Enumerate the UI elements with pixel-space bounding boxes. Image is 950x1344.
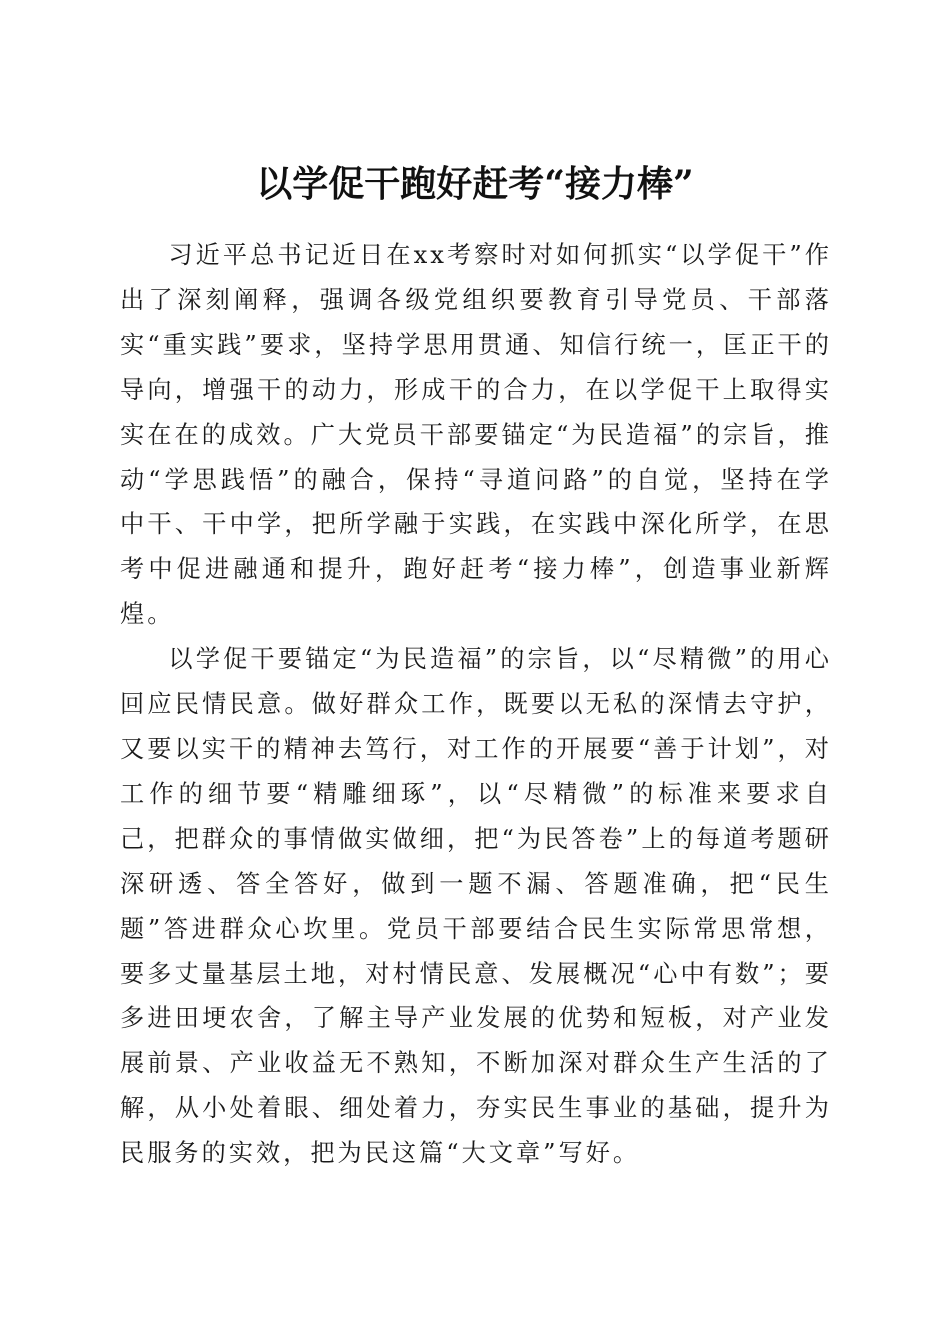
paragraph-2: 以学促干要锚定“为民造福”的宗旨，以“尽精微”的用心回应民情民意。做好群众工作，既要以无私的深情去守护，又要以实干的精神去笃行，对工作的开展要“善于计划”，对工作的细节要“精雕细琢”，以“尽精微”的标准来要求自己，把群众的事情做实做细，把“为民答卷”上的每道考题研深研透、答全答好，做到一题不漏、答题准确，把“民生题”答进群众心坎里。党员干部要结合民生实际常思常想，要多丈量基层土地，对村情民意、发展概况“心中有数”；要多进田埂农舍，了解主导产业发展的优势和短板，对产业发展前景、产业收益无不熟知，不断加深对群众生产生活的了解，从小处着眼、细处着力，夯实民生事业的基础，提升为民服务的实效，把为民这篇“大文章”写好。 <box>120 645 832 1168</box>
paragraph-1: 习近平总书记近日在xx考察时对如何抓实“以学促干”作出了深刻阐释，强调各级党组织要教育引导党员、干部落实“重实践”要求，坚持学思用贯通、知信行统一，匡正干的导向，增强干的动力，形成干的合力，在以学促干上取得实实在在的成效。广大党员干部要锚定“为民造福”的宗旨，推动“学思践悟”的融合，保持“寻道问路”的自觉，坚持在学中干、干中学，把所学融于实践，在实践中深化所学，在思考中促进融通和提升，跑好赶考“接力棒”，创造事业新辉煌。 <box>120 241 832 629</box>
document-title: 以学促干跑好赶考“接力棒” <box>256 163 694 206</box>
document-body <box>120 233 832 1176</box>
